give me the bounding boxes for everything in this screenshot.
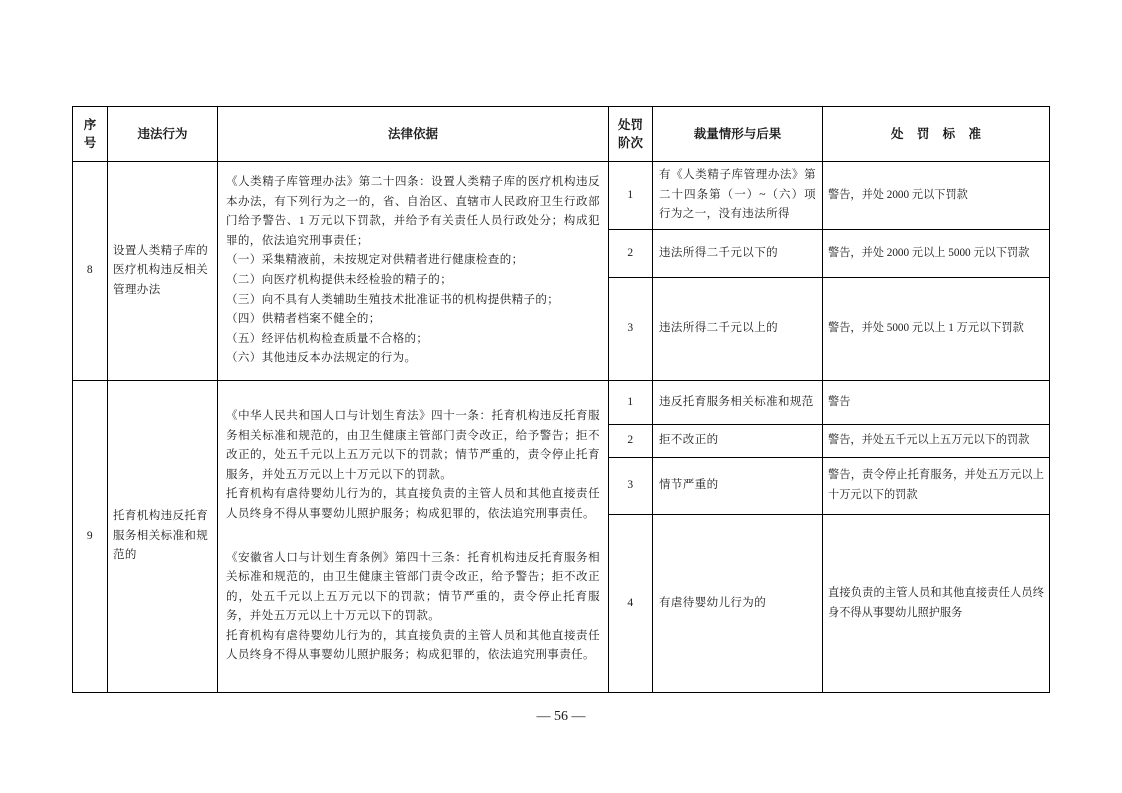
law-paragraph: 托育机构有虐待婴幼儿行为的，其直接负责的主管人员和其他直接责任人员终身不得从事婴幼儿照护服务；构成犯罪的，依法追究刑事责任。	[226, 488, 600, 520]
row-8-condition-2	[653, 230, 823, 278]
condition-text: 有《人类精子库管理办法》第二十四条第（一）~（六）项行为之一，没有违法所得	[659, 169, 816, 221]
standard-text: 直接负责的主管人员和其他直接责任人员终身不得从事婴幼儿照护服务	[828, 586, 1044, 619]
row-9-condition-2	[653, 425, 823, 458]
row-9-standard-4	[823, 515, 1049, 692]
row-9-tier-3	[609, 458, 653, 515]
row-8-standard-1	[823, 162, 1049, 230]
row-9-condition-4	[653, 515, 823, 692]
tier-number: 2	[627, 246, 634, 259]
header-seq	[73, 107, 108, 162]
law-paragraph: （一）采集精液前，未按规定对供精者进行健康检查的；	[226, 254, 524, 267]
row-8-tier-2	[609, 230, 653, 278]
law-paragraph: 《中华人民共和国人口与计划生育法》四十一条：托育机构违反托育服务相关标准和规范的，由卫生健康主管部门责令改正，给予警告；拒不改正的，处五千元以上五万元以下的罚款；情节严重的，责令停止托育服务，并处五万元以上十万元以下的罚款。	[226, 409, 600, 481]
header-law-basis	[218, 107, 609, 162]
law-paragraph: （六）其他违反本办法规定的行为。	[226, 352, 417, 365]
law-paragraph: 《人类精子库管理办法》第二十四条：设置人类精子库的医疗机构违反本办法，有下列行为之一的，省、自治区、直辖市人民政府卫生行政部门给予警告、1 万元以下罚款，并给予有关责任人员行政处分；构成犯罪的，依法追究刑事责任；	[226, 176, 600, 247]
standard-text: 警告，并处五千元以上五万元以下的罚款	[828, 434, 1030, 447]
header-seq-label: 序号	[83, 117, 97, 150]
row-8-violation	[108, 162, 218, 381]
tier-number: 2	[627, 434, 634, 447]
row-9-tier-1	[609, 381, 653, 425]
row-9-standard-2	[823, 425, 1049, 458]
row-8-condition-3	[653, 278, 823, 381]
header-violation-label: 违法行为	[137, 126, 188, 141]
standard-text: 警告，并处 2000 元以上 5000 元以下罚款	[828, 246, 1030, 259]
row-9-tier-4	[609, 515, 653, 692]
row-8-standard-3	[823, 278, 1049, 381]
header-tier-label: 处罚阶次	[618, 117, 644, 150]
tier-number: 4	[627, 596, 634, 609]
condition-text: 违反托育服务相关标准和规范	[659, 395, 814, 408]
row-8-seq	[73, 162, 108, 381]
row-9-condition-1	[653, 381, 823, 425]
row-8-standard-2	[823, 230, 1049, 278]
header-law-basis-label: 法律依据	[387, 126, 438, 141]
row-9-law-basis	[218, 381, 609, 692]
condition-text: 有虐待婴幼儿行为的	[659, 596, 767, 609]
page-number: — 56 —	[536, 709, 586, 724]
penalty-table	[72, 106, 1050, 693]
law-paragraph: （三）向不具有人类辅助生殖技术批准证书的机构提供精子的；	[226, 293, 560, 306]
seq-number: 9	[86, 529, 94, 542]
header-standard-label: 处 罚 标 准	[890, 126, 982, 141]
row-9-standard-3	[823, 458, 1049, 515]
law-paragraph: （二）向医疗机构提供未经检验的精子的；	[226, 274, 453, 286]
law-paragraph: （四）供精者档案不健全的；	[226, 313, 381, 326]
row-9-standard-1	[823, 381, 1049, 425]
row-9-seq	[73, 381, 108, 692]
tier-number: 1	[627, 188, 634, 201]
standard-text: 警告，并处 5000 元以上 1 万元以下罚款	[828, 322, 1024, 335]
law-paragraph: 托育机构有虐待婴幼儿行为的，其直接负责的主管人员和其他直接责任人员终身不得从事婴幼儿照护服务；构成犯罪的，依法追究刑事责任。	[226, 629, 600, 662]
header-tier	[609, 107, 653, 162]
row-9-tier-2	[609, 425, 653, 458]
tier-number: 3	[627, 322, 634, 335]
row-9-violation	[108, 381, 218, 692]
condition-text: 拒不改正的	[659, 434, 719, 447]
header-standard	[823, 107, 1049, 162]
row-8-tier-3	[609, 278, 653, 381]
standard-text: 警告，并处 2000 元以下罚款	[828, 188, 968, 201]
law-paragraph: 《安徽省人口与计划生育条例》第四十三条：托育机构违反托育服务相关标准和规范的，由卫生健康主管部门责令改正，给予警告；拒不改正的，处五千元以上五万元以下的罚款；情节严重的，责令停止托育服务，并处五万元以上十万元以下的罚款。	[226, 551, 600, 623]
tier-number: 3	[627, 479, 634, 492]
tier-number: 1	[627, 395, 634, 408]
row-8-tier-1	[609, 162, 653, 230]
header-violation	[108, 107, 218, 162]
row-8-law-basis	[218, 162, 609, 381]
condition-text: 违法所得二千元以下的	[659, 246, 778, 259]
condition-text: 情节严重的	[659, 479, 719, 492]
standard-text: 警告，责令停止托育服务，并处五万元以上十万元以下的罚款	[828, 469, 1044, 501]
condition-text: 违法所得二千元以上的	[659, 322, 778, 335]
standard-text: 警告	[828, 395, 851, 408]
violation-text: 托育机构违反托育服务相关标准和规范的	[113, 510, 209, 562]
row-9-condition-3	[653, 458, 823, 515]
seq-number: 8	[86, 264, 94, 277]
row-8-condition-1	[653, 162, 823, 230]
header-condition	[653, 107, 823, 162]
header-condition-label: 裁量情形与后果	[693, 126, 782, 141]
violation-text: 设置人类精子库的医疗机构违反相关管理办法	[113, 244, 209, 296]
law-paragraph: （五）经评估机构检查质量不合格的；	[226, 332, 429, 345]
